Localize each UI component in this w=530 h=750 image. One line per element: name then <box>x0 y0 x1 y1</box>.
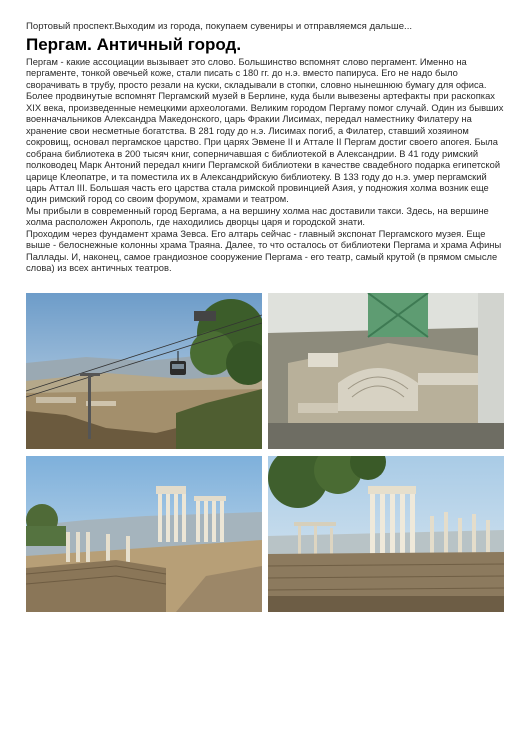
photo-cable-car <box>26 293 262 449</box>
paragraph-route: Проходим через фундамент храма Зевса. Его алтарь сейчас - главный экспонат Пергамского музея. Еще выше - белоснежные колонны храма Траяна. Далее, то что осталось от библиотеки Пергама и храма Афины Паллады. И, наконец, самое грандиозное сооружение Пергама - его театр, самый крутой (в прямом смысле слова) из всех античных театров. <box>26 228 502 274</box>
photo-trajan-temple <box>26 456 262 612</box>
article <box>26 20 506 275</box>
photo-column-ruins <box>268 456 504 612</box>
photo-acropolis-model <box>268 293 504 449</box>
page-title: Пергам. Античный город. <box>26 35 242 54</box>
paragraph-history: Пергам - какие ассоциации вызывает это слово. Большинство вспомнят слово пергамент. Именно на пергаменте, тонкой овечьей коже, стали писать с 180 гг. до н.э. вместо папируса. Его не надо было сворачивать в трубу, просто резали на куски, складывали в стопки, словно нынешнюю бумагу для офиса. Более продвинутые вспомнят Пергамский музей в Берлине, куда были вывезены артефакты при раскопках XIX века, произведенные немецкими археологами. Великим городом Пергаму помог случай. Один из бывших военначальников Александра Македонского, царь Фракии Лисимах, передал наместнику Филатеру на хранение свои несметные богатства. В 281 году до н.э. Лисимах погиб, а Филатер, ставший хозяином сокровищ, основал пергамское царство. При царях Эвмене II и Аттале II Пергам достиг своего апогея. Была собрана библиотека в 200 тысяч книг, соперничавшая с библиотекой в Александрии. В 41 году римский полководец Марк Антоний передал книги Пергамской библиотеки в качестве свадебного подарка египетской царице Клеопатре, и та поместила их в Александрийскую библиотеку. В 133 году до н.э. умер пергамский царь Аттал III. Большая часть его царства стала римской провинцией Азия, у подножия холма возник еще один римский город со своим форумом, храмами и театром. <box>26 57 504 205</box>
paragraph-arrival: Мы прибыли в современный город Бергама, а на вершину холма нас доставили такси. Здесь, на вершине холма расположен Акрополь, где находились дворцы царя и городской знати. <box>26 205 489 228</box>
article-body <box>26 57 506 275</box>
intro-line: Портовый проспект.Выходим из города, покупаем сувениры и отправляемся дальше... <box>26 21 413 32</box>
